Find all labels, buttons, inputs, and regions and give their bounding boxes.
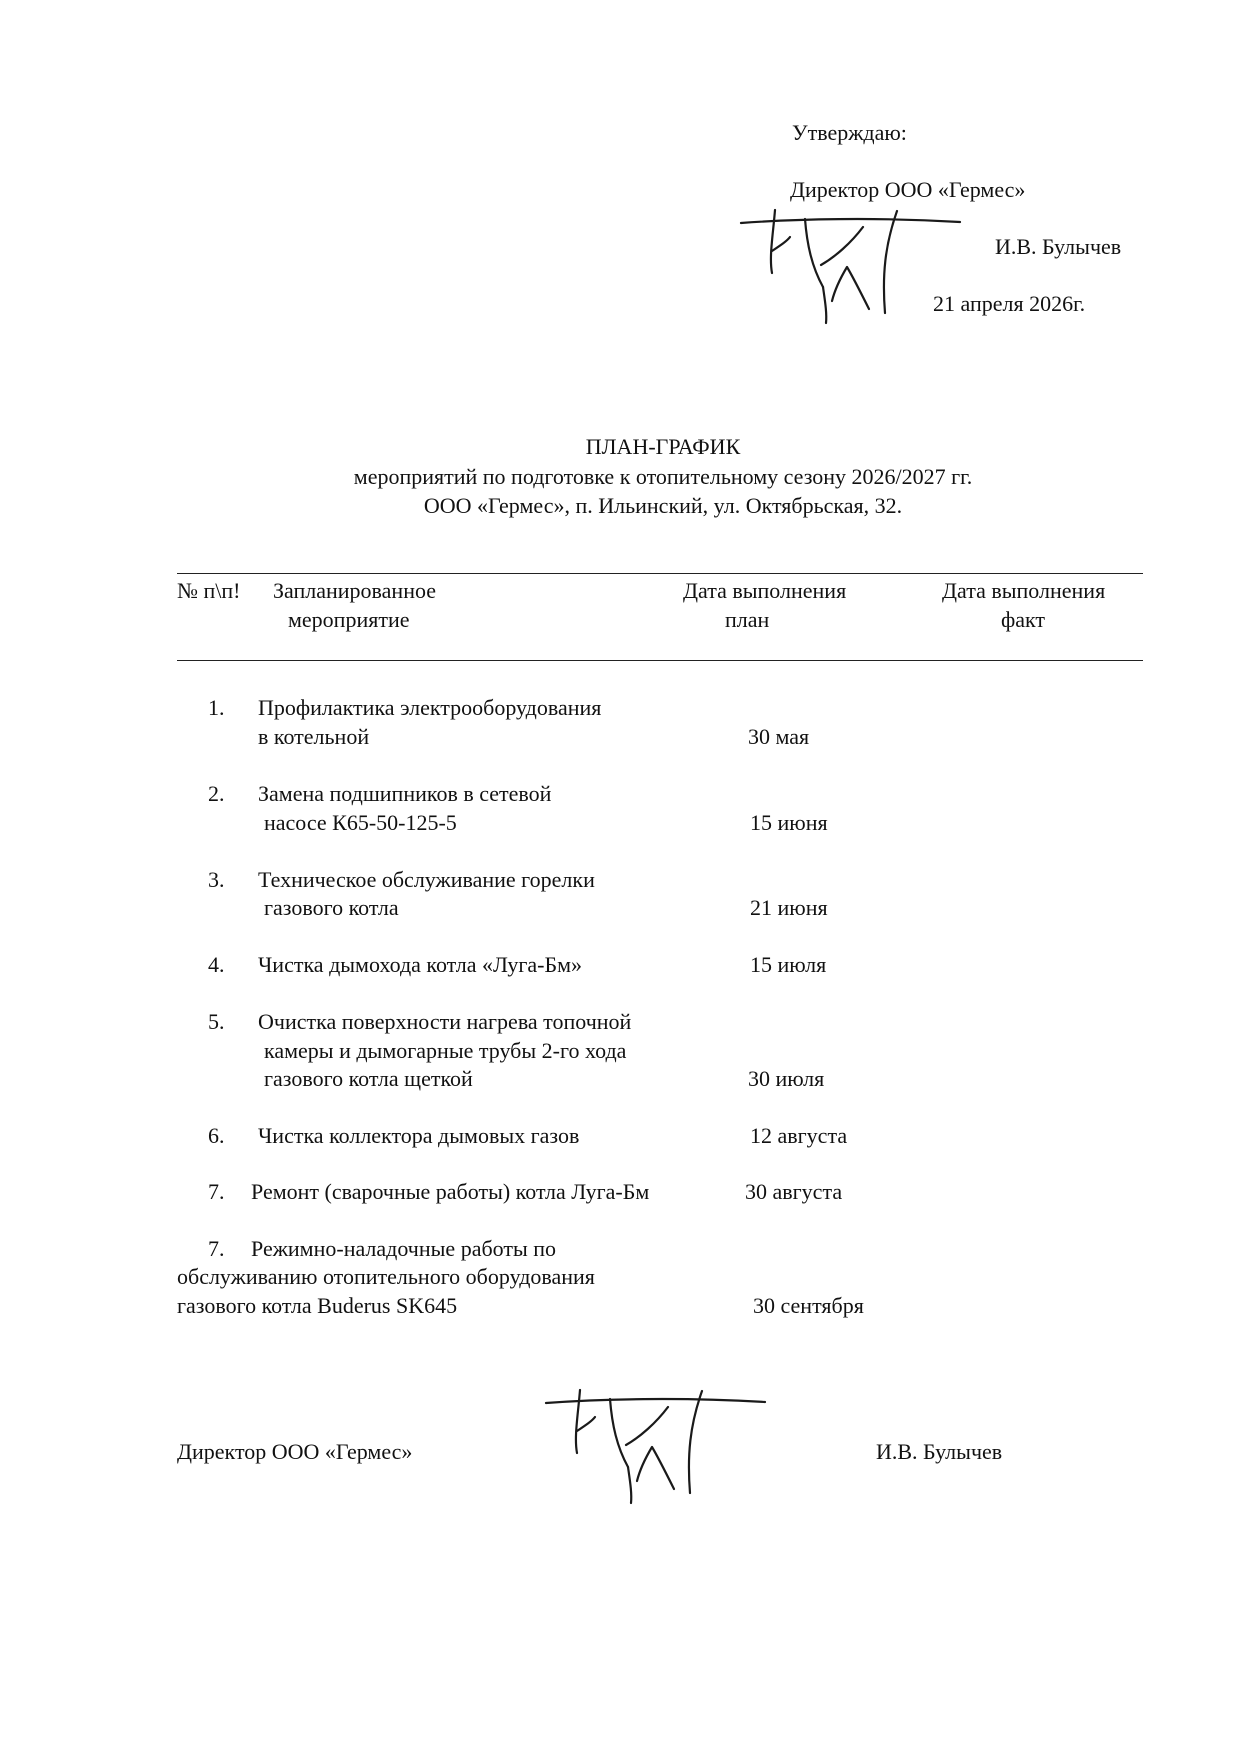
table-top-rule [177, 573, 1143, 574]
row-8-plan-date: 30 сентября [753, 1293, 864, 1318]
row-3-number: 3. [208, 867, 225, 892]
row-6-text-line1: Чистка коллектора дымовых газов [258, 1123, 580, 1148]
header-plan-line1: Дата выполнения [683, 578, 847, 603]
header-fact-line2: факт [1001, 607, 1046, 632]
row-2-plan-date: 15 июня [750, 810, 828, 835]
footer-signature [540, 1385, 770, 1510]
row-4-number: 4. [208, 952, 225, 977]
row-1-number: 1. [208, 695, 225, 720]
header-event-line2: мероприятие [288, 607, 410, 632]
row-2-text-line1: Замена подшипников в сетевой [258, 781, 552, 806]
row-5-number: 5. [208, 1009, 225, 1034]
row-6-number: 6. [208, 1123, 225, 1148]
header-fact-line1: Дата выполнения [942, 578, 1106, 603]
row-5-text-line2: камеры и дымогарные трубы 2-го хода [264, 1038, 627, 1063]
header-event-line1: Запланированное [273, 578, 437, 603]
row-7-number: 7. [208, 1179, 225, 1204]
row-7-plan-date: 30 августа [745, 1179, 843, 1204]
row-1-text-line2: в котельной [258, 724, 370, 749]
row-8-text-line2: обслуживанию отопительного оборудования [177, 1264, 595, 1289]
approval-signature [735, 205, 965, 330]
row-3-text-line1: Техническое обслуживание горелки [258, 867, 595, 892]
footer-name: И.В. Булычев [876, 1439, 1003, 1464]
row-8-text-line1: Режимно-наладочные работы по [251, 1236, 557, 1261]
approval-date: 21 апреля 2026г. [933, 291, 1086, 316]
row-4-plan-date: 15 июля [750, 952, 827, 977]
approval-label: Утверждаю: [792, 120, 907, 145]
row-3-plan-date: 21 июня [750, 895, 828, 920]
header-plan-line2: план [725, 607, 770, 632]
row-4-text-line1: Чистка дымохода котла «Луга-Бм» [258, 952, 583, 977]
header-num: № п\п! [177, 578, 241, 603]
row-1-text-line1: Профилактика электрооборудования [258, 695, 602, 720]
document-title: ПЛАН-ГРАФИК [585, 434, 741, 459]
row-8-number: 7. [208, 1236, 225, 1261]
row-1-plan-date: 30 мая [748, 724, 810, 749]
table-header-rule [177, 660, 1143, 661]
row-2-text-line2: насосе К65-50-125-5 [264, 810, 457, 835]
row-5-plan-date: 30 июля [748, 1066, 825, 1091]
footer-position: Директор ООО «Гермес» [177, 1439, 413, 1464]
approval-position: Директор ООО «Гермес» [790, 177, 1026, 202]
row-2-number: 2. [208, 781, 225, 806]
row-5-text-line1: Очистка поверхности нагрева топочной [258, 1009, 632, 1034]
row-5-text-line3: газового котла щеткой [264, 1066, 473, 1091]
document-subtitle: мероприятий по подготовке к отопительному сезону 2026/2027 гг. [353, 464, 973, 489]
document-organization: ООО «Гермес», п. Ильинский, ул. Октябрьская, 32. [423, 493, 903, 518]
row-6-plan-date: 12 августа [750, 1123, 848, 1148]
row-7-text-line1: Ремонт (сварочные работы) котла Луга-Бм [251, 1179, 650, 1204]
row-8-text-line3: газового котла Buderus SK645 [177, 1293, 458, 1318]
approval-name: И.В. Булычев [995, 234, 1122, 259]
row-3-text-line2: газового котла [264, 895, 399, 920]
